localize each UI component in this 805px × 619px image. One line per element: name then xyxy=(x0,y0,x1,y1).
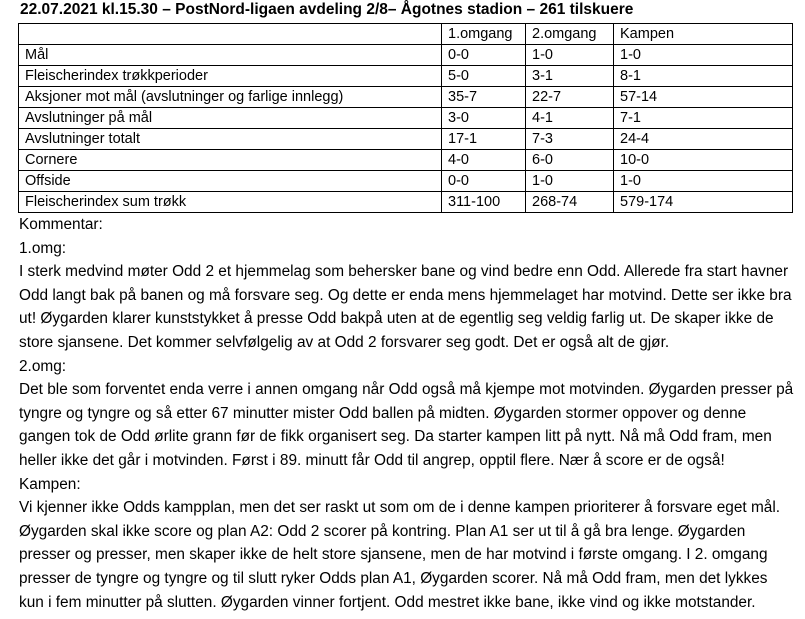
row-label: Fleischerindex trøkkperioder xyxy=(19,66,442,87)
table-row xyxy=(19,150,793,171)
commentary xyxy=(18,213,795,614)
match-stats-table xyxy=(18,23,793,213)
match-title: 22.07.2021 kl.15.30 – PostNord-ligaen avdeling 2/8– Ågotnes stadion – 261 tilskuere xyxy=(20,1,634,18)
match-value: 24-4 xyxy=(614,129,793,150)
match-value: 57-14 xyxy=(614,87,793,108)
first-half-paragraph: I sterk medvind møter Odd 2 et hjemmelag som behersker bane og vind bedre enn Odd. Allerede fra start havner Odd langt bak på banen og må forsvare seg. Og dette er enda mens hjemmelaget har motvind. Dette ser ikke bra ut! Øygarden klarer kunststykket å presse Odd bakpå uten at de egentlig seg veldig farlig ut. De skaper ikke de store sjansene. Det kommer selvfølgelig av at Odd 2 forsvarer seg godt. Det er også alt de gjør. xyxy=(19,263,792,351)
second-half-value: 7-3 xyxy=(526,129,614,150)
row-label: Aksjoner mot mål (avslutninger og farlige innlegg) xyxy=(19,87,442,108)
table-row xyxy=(19,129,793,150)
table-row xyxy=(19,108,793,129)
first-half-value: 4-0 xyxy=(442,150,526,171)
second-half-value: 3-1 xyxy=(526,66,614,87)
second-half-value: 1-0 xyxy=(526,45,614,66)
match-value: 7-1 xyxy=(614,108,793,129)
header-cell-first-half: 1.omgang xyxy=(442,24,526,45)
row-label: Offside xyxy=(19,171,442,192)
second-half-heading: 2.omg: xyxy=(19,357,67,375)
match-value: 8-1 xyxy=(614,66,793,87)
first-half-value: 35-7 xyxy=(442,87,526,108)
match-value: 579-174 xyxy=(614,192,793,213)
row-label: Mål xyxy=(19,45,442,66)
second-half-value: 1-0 xyxy=(526,171,614,192)
match-value: 1-0 xyxy=(614,45,793,66)
table-row xyxy=(19,45,793,66)
row-label: Cornere xyxy=(19,150,442,171)
match-paragraph: Vi kjenner ikke Odds kampplan, men det ser raskt ut som om de i denne kampen prioriterer å forsvare eget mål. Øygarden skal ikke score og plan A2: Odd 2 scorer på kontring. Plan A1 ser ut til å gå bra lenge. Øygarden presser og presser, men skaper ikke de helt store sjansene, men de har motvind i første omgang. I 2. omgang presser de tyngre og tyngre og til slutt ryker Odds plan A1, Øygarden scorer. Nå må Odd fram, men det lykkes kun i fem minutter på slutten. Øygarden vinner fortjent. Odd mestret ikke bane, ikke vind og ikke motstander. xyxy=(19,499,781,611)
table-row xyxy=(19,66,793,87)
match-value: 1-0 xyxy=(614,171,793,192)
document xyxy=(18,0,798,614)
header-cell-label xyxy=(19,24,442,45)
table-header-row xyxy=(19,24,793,45)
match-heading: Kampen: xyxy=(19,475,81,493)
second-half-value: 268-74 xyxy=(526,192,614,213)
header-cell-match: Kampen xyxy=(614,24,793,45)
first-half-value: 5-0 xyxy=(442,66,526,87)
row-label: Avslutninger totalt xyxy=(19,129,442,150)
first-half-value: 17-1 xyxy=(442,129,526,150)
table-row xyxy=(19,171,793,192)
first-half-value: 311-100 xyxy=(442,192,526,213)
table-row xyxy=(19,87,793,108)
match-value: 10-0 xyxy=(614,150,793,171)
second-half-value: 6-0 xyxy=(526,150,614,171)
table-row xyxy=(19,192,793,213)
second-half-paragraph: Det ble som forventet enda verre i annen omgang når Odd også må kjempe mot motvinden. Øygarden presser på tyngre og tyngre og så etter 67 minutter mister Odd ballen på midten. Øygarden stormer oppover og denne gangen tok de Odd ørlite grann før de fikk organisert seg. Da starter kampen litt på nytt. Nå må Odd fram, men heller ikke det går i motvinden. Først i 89. minutt får Odd til angrep, opptil flere. Nær å score er de også! xyxy=(19,381,794,469)
first-half-heading: 1.omg: xyxy=(19,239,67,257)
second-half-value: 22-7 xyxy=(526,87,614,108)
header-cell-second-half: 2.omgang xyxy=(526,24,614,45)
commentary-heading: Kommentar: xyxy=(19,216,103,233)
first-half-value: 0-0 xyxy=(442,45,526,66)
row-label: Avslutninger på mål xyxy=(19,108,442,129)
first-half-value: 0-0 xyxy=(442,171,526,192)
second-half-value: 4-1 xyxy=(526,108,614,129)
row-label: Fleischerindex sum trøkk xyxy=(19,192,442,213)
first-half-value: 3-0 xyxy=(442,108,526,129)
